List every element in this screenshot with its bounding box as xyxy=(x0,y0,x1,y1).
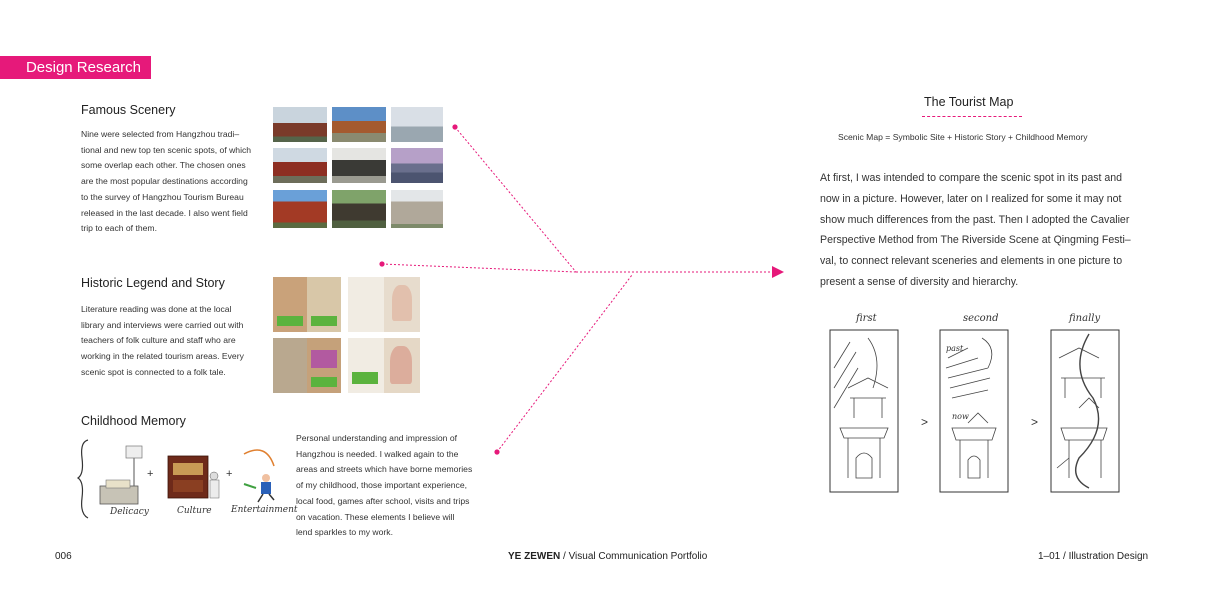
text-line: working in the related tourism areas. Every xyxy=(81,351,244,362)
sketch-arrow-icon: > xyxy=(921,415,929,429)
text-line: At first, I was intended to compare the scenic spot in its past and xyxy=(820,172,1123,184)
text-line: Literature reading was done at the local xyxy=(81,304,232,314)
text-line: Hangzhou is needed. I walked again to the xyxy=(296,448,459,459)
sketch-panel-first xyxy=(828,328,900,494)
title-underline xyxy=(922,116,1022,117)
childhood-memory-title: Childhood Memory xyxy=(81,414,186,428)
text-line: show much differences from the past. Then I adopted the Cavalier xyxy=(820,213,1130,226)
sketch-label-second: second xyxy=(963,313,999,324)
sketch-panel-finally xyxy=(1049,328,1121,494)
text-line: val, to connect relevant sceneries and elements in one picture to xyxy=(820,255,1123,268)
delicacy-label: Delicacy xyxy=(110,507,149,517)
connector-line xyxy=(497,275,632,452)
text-line: Personal understanding and impression of xyxy=(296,433,457,443)
section-banner: Design Research xyxy=(0,56,151,79)
footer-portfolio xyxy=(508,551,707,562)
connector-dot xyxy=(494,449,499,454)
text-line: tional and new top ten scenic spots, of which xyxy=(81,144,252,155)
text-line: some overlap each other. The chosen ones xyxy=(81,160,246,171)
famous-scenery-title: Famous Scenery xyxy=(81,103,176,117)
sketch-arrow-icon: > xyxy=(1031,415,1039,429)
text-line: present a sense of diversity and hierarchy. xyxy=(820,275,1019,288)
arrow-head-icon xyxy=(772,266,784,278)
sketch-note-now: now xyxy=(952,412,969,421)
text-line: on vacation. These elements I believe will xyxy=(296,511,455,522)
text-line: trip to each of them. xyxy=(81,223,157,234)
entertainment-label: Entertainment xyxy=(231,505,298,515)
text-line: scenic spot is connected to a folk tale. xyxy=(81,366,226,377)
text-line: teachers of folk culture and staff who are xyxy=(81,335,236,346)
text-line: now in a picture. However, later on I realized for some it may not xyxy=(820,192,1122,205)
text-line: library and interviews were carried out with xyxy=(81,319,244,330)
footer-section: 1–01 / Illustration Design xyxy=(1038,551,1149,562)
text-line: areas and streets which have borne memories xyxy=(296,464,473,475)
tourist-map-text xyxy=(820,168,1160,293)
sketch-label-finally: finally xyxy=(1069,313,1101,324)
sketch-note-past: past xyxy=(946,344,964,353)
sketch-label-first: first xyxy=(856,313,877,324)
author-name: YE ZEWEN xyxy=(508,551,561,562)
text-line: lend sparkles to my work. xyxy=(296,527,393,538)
connector-line xyxy=(382,264,576,272)
portfolio-label: / Visual Communication Portfolio xyxy=(560,551,708,562)
text-line: of my childhood, those important experience, xyxy=(296,480,468,491)
page-number: 006 xyxy=(55,551,72,562)
text-line: Perspective Method from The Riverside Scene at Qingming Festi– xyxy=(820,234,1131,247)
plus-sign: + xyxy=(147,468,154,480)
tourist-map-formula: Scenic Map = Symbolic Site + Historic Story + Childhood Memory xyxy=(838,132,1088,142)
tourist-map-title: The Tourist Map xyxy=(924,95,1014,109)
connector-dot xyxy=(452,124,457,129)
connector-line xyxy=(455,127,576,272)
text-line: local food, games after school, visits and trips xyxy=(296,495,470,506)
text-line: to the survey of Hangzhou Tourism Bureau xyxy=(81,191,244,202)
connector-dot xyxy=(379,261,384,266)
text-line: released in the last decade. I also went field xyxy=(81,207,248,218)
text-line: Nine were selected from Hangzhou tradi– xyxy=(81,129,240,139)
plus-sign: + xyxy=(226,468,233,480)
historic-legend-title: Historic Legend and Story xyxy=(81,276,225,290)
culture-label: Culture xyxy=(177,506,212,516)
text-line: are the most popular destinations according xyxy=(81,176,248,187)
